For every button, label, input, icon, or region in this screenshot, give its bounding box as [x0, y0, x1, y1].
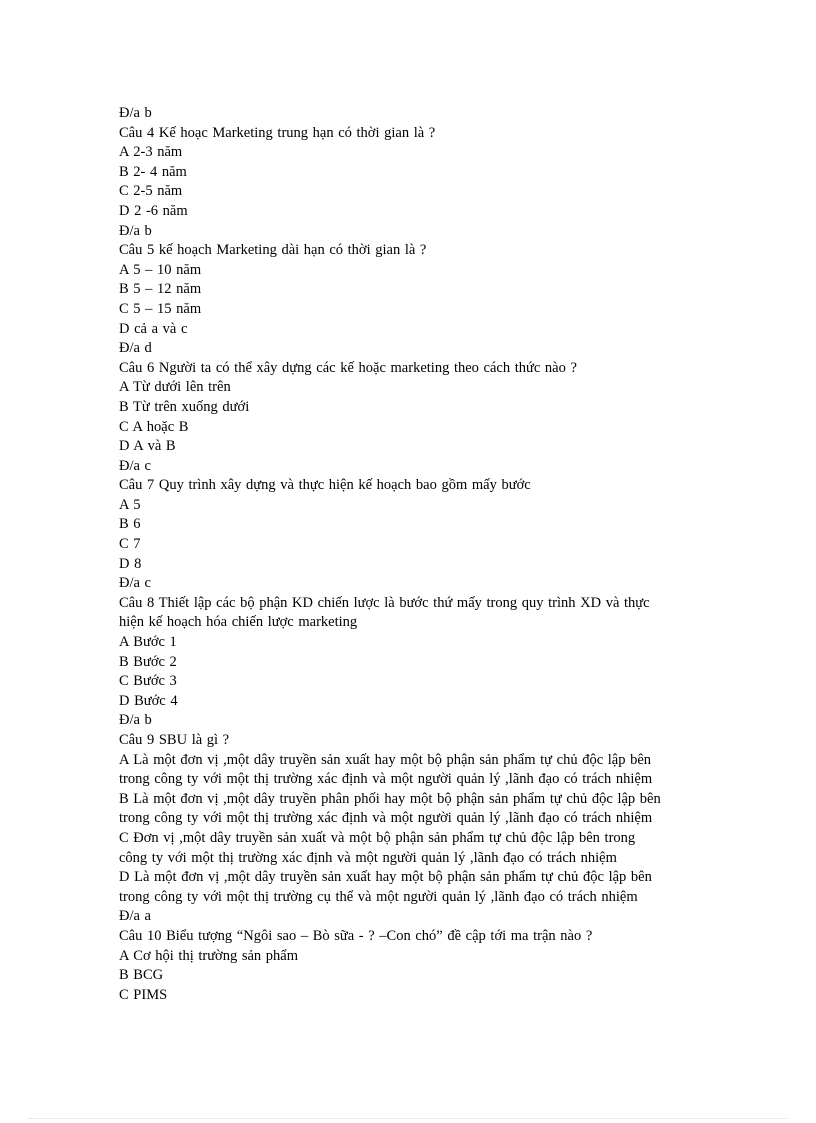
option-line: C 2-5 năm [119, 183, 183, 200]
question-5: Câu 5 kế hoạch Marketing dài hạn có thời gian là ? [119, 242, 427, 259]
option-line: D 2 -6 năm [119, 202, 188, 219]
option-line: C 7 [119, 536, 141, 553]
option-line: C 5 – 15 năm [119, 300, 202, 317]
answer-line: Đ/a b [119, 105, 152, 121]
option-line: A Bước 1 [119, 634, 177, 651]
question-4: Câu 4 Kế hoạc Marketing trung hạn có thời gian là ? [119, 124, 436, 141]
option-line: B Từ trên xuống dưới [119, 398, 250, 415]
option-line: D 8 [119, 555, 142, 572]
option-line: A Từ dưới lên trên [119, 379, 231, 396]
option-line: D A và B [119, 438, 176, 455]
question-9: Câu 9 SBU là gì ? [119, 732, 230, 748]
option-line: A Là một đơn vị ,một dây truyền sản xuất hay một bộ phận sản phẩm tự chủ độc lập bên [119, 751, 652, 768]
option-line: C Bước 3 [119, 673, 177, 690]
option-line: D Là một đơn vị ,một dây truyền sản xuất hay một bộ phận sản phẩm tự chủ độc lập bên [119, 869, 652, 886]
option-line: B 5 – 12 năm [119, 281, 202, 298]
answer-line: Đ/a d [119, 340, 152, 357]
option-line-continued: trong công ty với một thị trường xác định và một người quản lý ,lãnh đạo có trách nhiệm [119, 810, 653, 827]
option-line: B 6 [119, 516, 141, 533]
option-line: C PIMS [119, 986, 168, 1003]
option-line: A Cơ hội thị trường sản phẩm [119, 947, 299, 964]
option-line: A 5 [119, 496, 141, 513]
option-line-continued: trong công ty với một thị trường xác định và một người quản lý ,lãnh đạo có trách nhiệm [119, 771, 653, 788]
question-10: Câu 10 Biểu tượng “Ngôi sao – Bò sữa - ? –Con chó” đề cập tới ma trận nào ? [119, 927, 593, 944]
answer-line: Đ/a c [119, 575, 151, 592]
option-line: C Đơn vị ,một dây truyền sản xuất và một bộ phận sản phẩm tự chủ độc lập bên trong [119, 829, 636, 846]
option-line: C A hoặc B [119, 418, 189, 435]
option-line-continued: trong công ty với một thị trường cụ thể và một người quản lý ,lãnh đạo có trách nhiệm [119, 888, 638, 905]
option-line: D Bước 4 [119, 692, 178, 709]
answer-line: Đ/a c [119, 457, 151, 474]
question-8-continued: hiện kế hoạch hóa chiến lược marketing [119, 614, 358, 631]
option-line: B Bước 2 [119, 653, 177, 670]
question-8: Câu 8 Thiết lập các bộ phận KD chiến lược là bước thứ mấy trong quy trình XD và thực [119, 594, 650, 611]
option-line: B 2- 4 năm [119, 163, 187, 180]
option-line-continued: công ty với một thị trường xác định và một người quản lý ,lãnh đạo có trách nhiệm [119, 849, 617, 866]
option-line: D cả a và c [119, 320, 188, 337]
answer-line: Đ/a b [119, 222, 152, 239]
option-line: A 5 – 10 năm [119, 261, 202, 278]
answer-line: Đ/a b [119, 712, 152, 729]
option-line: B Là một đơn vị ,một dây truyền phân phối hay một bộ phận sản phẩm tự chủ độc lập bên [119, 790, 661, 807]
question-7: Câu 7 Quy trình xây dựng và thực hiện kế hoạch bao gồm mấy bước [119, 477, 531, 494]
question-6: Câu 6 Người ta có thể xây dựng các kế hoặc marketing theo cách thức nào ? [119, 359, 577, 376]
page-bottom-divider [28, 1118, 788, 1119]
option-line: B BCG [119, 967, 164, 984]
option-line: A 2-3 năm [119, 144, 183, 161]
document-text [119, 104, 719, 1005]
answer-line: Đ/a a [119, 908, 151, 925]
